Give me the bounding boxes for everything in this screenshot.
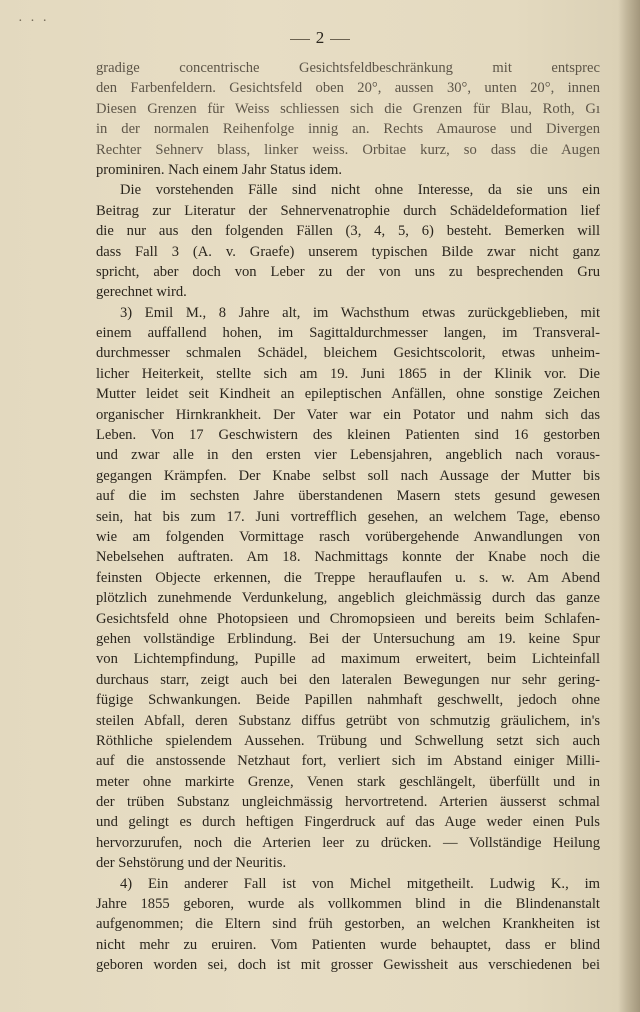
text-line: gegangen Krämpfen. Der Knabe selbst soll nach Aussage der Mutter bis [96,467,600,484]
body-text [96,58,600,976]
corner-mark: · · · [18,14,49,29]
text-line: auf die im sechsten Jahre überstandenen Masern stets gesund gewesen [96,488,600,505]
text-line: auf die anstossende Netzhaut fort, verliert sich im Abstand einiger Milli- [96,753,600,770]
text-line: durchaus starr, zeigt auch bei den lateralen Bewegungen nur sehr gering- [96,671,600,688]
page-number-value: 2 [315,28,325,47]
text-line: der Sehstörung und der Neuritis. [96,855,287,872]
text-line: hervorzurufen, noch die Arterien leer zu drücken. — Vollständige Heilung [96,834,600,851]
text-line: geboren worden sei, doch ist mit grosser Gewissheit aus verschiedenen bei [96,957,600,974]
page-number-dash-left [290,39,310,40]
text-line: Beitrag zur Literatur der Sehnervenatrophie durch Schädeldeformation lief [96,202,600,219]
text-line: Die vorstehenden Fälle sind nicht ohne Interesse, da sie uns ein [120,182,600,199]
text-line: der trüben Substanz ungleichmässig hervortretend. Arterien äusserst schmal [96,794,600,811]
text-line: dass Fall 3 (A. v. Graefe) unserem typischen Bilde zwar nicht ganz [96,243,600,260]
text-line: spricht, aber doch von Leber zu der von uns zu besprechenden Gru [96,263,600,280]
text-line: durchmesser schmalen Schädel, bleichem Gesichtscolorit, etwas unheim- [96,345,600,362]
text-line: feinsten Objecte erkennen, die Treppe herauflaufen u. s. w. Am Abend [96,569,600,586]
text-line: von Lichtempfindung, Pupille ad maximum erweitert, beim Lichteinfall [96,651,600,668]
text-line: nicht mehr zu eruiren. Vom Patienten wurde behauptet, dass er blind [96,936,600,953]
text-line: Röthliche spielendem Aussehen. Trübung und Schwellung setzt sich auch [96,732,600,749]
text-line: licher Heiterkeit, stellte sich am 19. Juni 1865 in der Klinik vor. Die [96,365,600,382]
text-line: plötzlich zunehmende Verdunkelung, angeblich gleichmässig durch das ganze [96,590,600,607]
text-line: Leben. Von 17 Geschwistern des kleinen Patienten sind 16 gestorben [96,427,600,444]
text-line: Mutter leidet seit Kindheit an epileptischen Anfällen, ohne sonstige Zeichen [96,386,600,403]
text-line: und zwar alle in den ersten vier Lebensjahren, angeblich nach voraus- [96,447,600,464]
text-line: gerechnet wird. [96,284,187,301]
text-line: in der normalen Reihenfolge innig an. Rechts Amaurose und Divergen [96,121,600,138]
text-line: wie am folgenden Vormittage rasch vorübergehende Anwandlungen von [96,528,600,545]
text-line: Gesichtsfeld ohne Photopsieen und Chromopsieen und bereits beim Schlafen- [96,610,600,627]
text-line: organischer Hirnkrankheit. Der Vater war ein Potator und nahm sich das [96,406,600,423]
text-line: gehen vollständige Erblindung. Bei der Untersuchung am 19. keine Spur [96,630,600,647]
text-line: und gelingt es durch heftigen Fingerdruck auf das Auge weder einen Puls [96,814,600,831]
text-line: fügige Schwankungen. Beide Papillen nahmhaft geschwellt, jedoch ohne [96,692,600,709]
text-line: aufgenommen; die Eltern sind früh gestorben, an welchen Krankheiten ist [96,916,600,933]
page-gutter-shadow [618,0,640,1012]
text-line: prominiren. Nach einem Jahr Status idem. [96,161,343,178]
text-line: Jahre 1855 geboren, wurde als vollkommen blind in die Blindenanstalt [96,896,600,913]
text-line: die nur aus den folgenden Fällen (3, 4, 5, 6) besteht. Bemerken will [96,223,600,240]
text-line: 3) Emil M., 8 Jahre alt, im Wachsthum etwas zurückgeblieben, mit [120,304,600,321]
text-line: steilen Abfall, deren Substanz diffus getrübt von schmutzig gräulichem, in's [96,712,600,729]
text-line: Rechter Sehnerv blass, linker weiss. Orbitae kurz, so dass die Augen [96,141,600,158]
page-number-dash-right [330,39,350,40]
text-line: 4) Ein anderer Fall ist von Michel mitgetheilt. Ludwig K., im [120,875,600,892]
text-line: sein, hat bis zum 17. Juni vortrefflich gesehen, an welchem Tage, ebenso [96,508,600,525]
text-line: Nebelsehen auftraten. Am 18. Nachmittags konnte der Knabe noch die [96,549,600,566]
text-line: den Farbenfeldern. Gesichtsfeld oben 20°, aussen 30°, unten 20°, innen [96,80,600,97]
page-number [0,28,640,48]
text-line: gradige concentrische Gesichtsfeldbeschränkung mit entsprec [96,60,600,76]
text-line: einem auffallend hohen, im Sagittaldurchmesser langen, im Transveral- [96,325,600,342]
text-line: meter ohne markirte Grenze, Venen stark geschlängelt, überfüllt und in [96,773,600,790]
text-line: Diesen Grenzen für Weiss schliessen sich die Grenzen für Blau, Roth, Gı [96,100,600,117]
